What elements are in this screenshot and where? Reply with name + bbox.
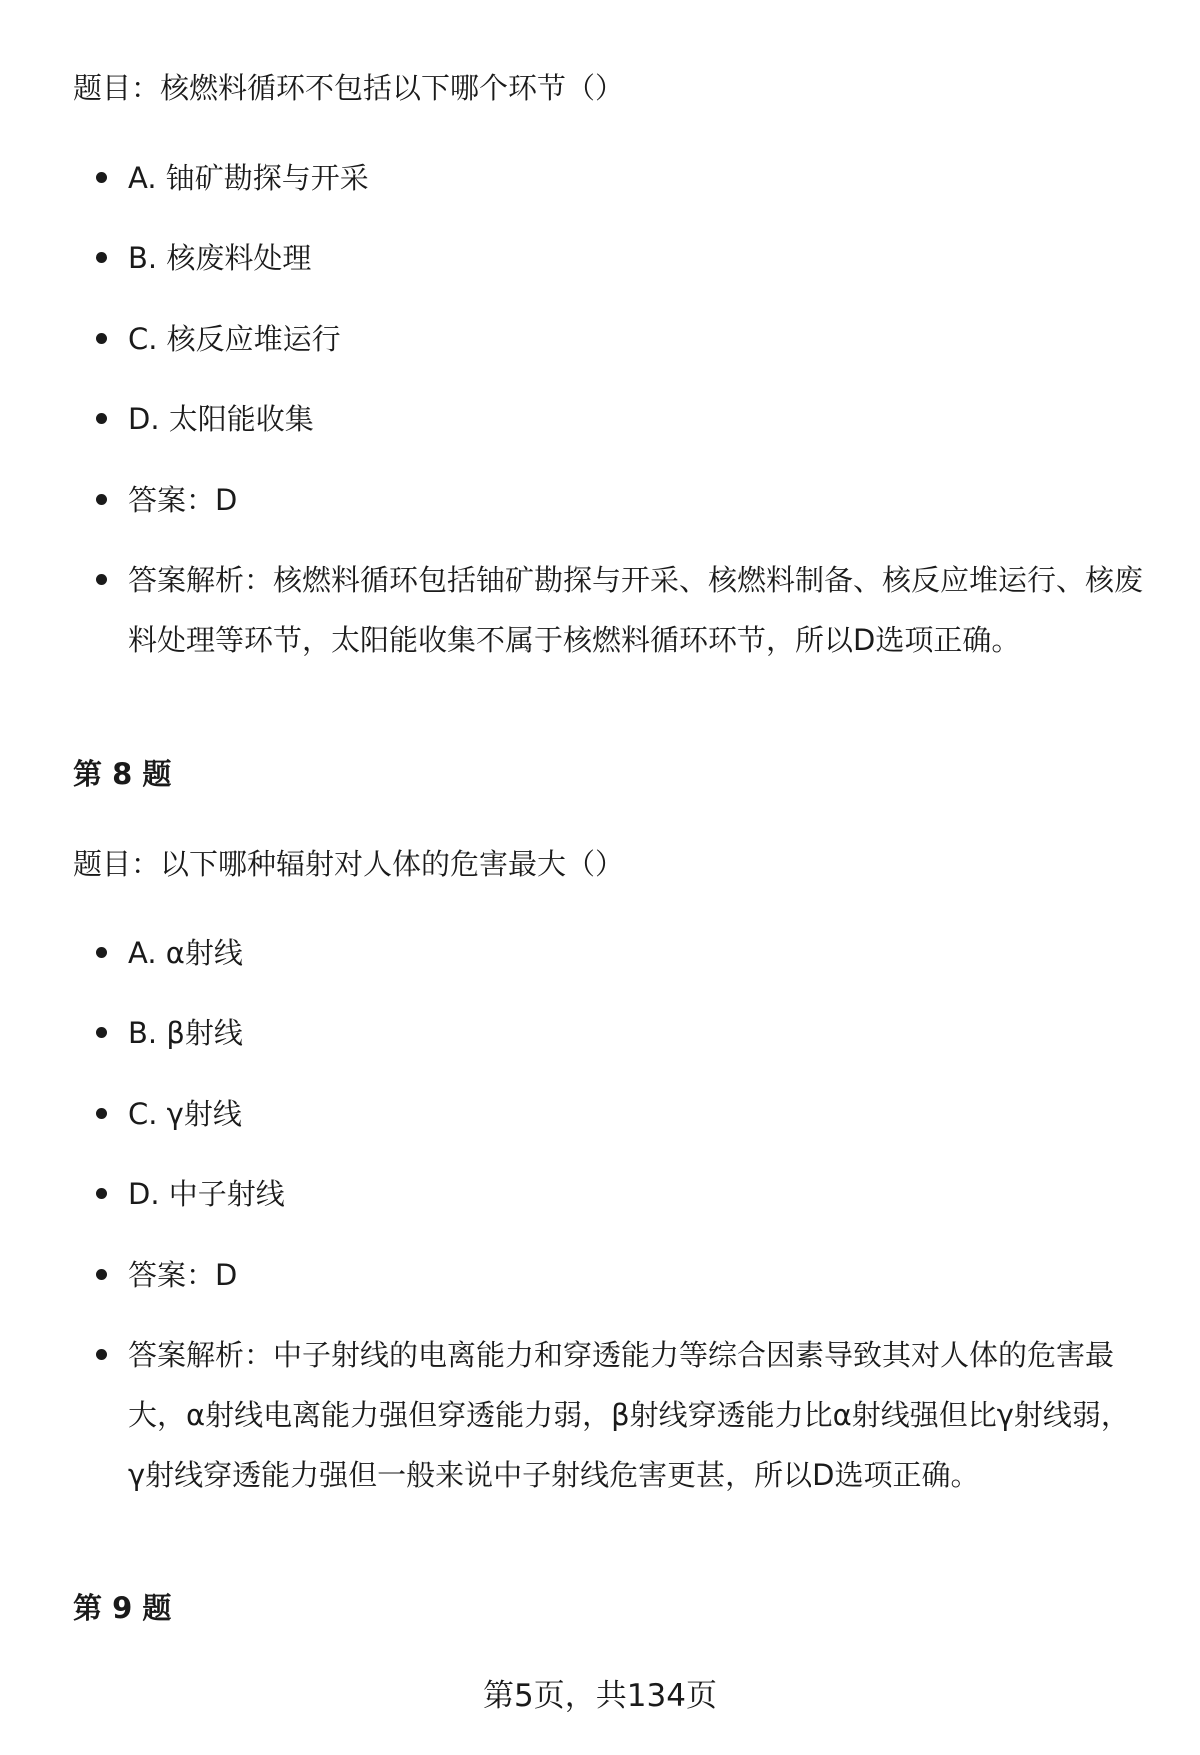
- bullet-icon: [96, 172, 107, 183]
- question-7-option-d: D. 太阳能收集: [96, 389, 1146, 449]
- bullet-icon: [96, 494, 107, 505]
- question-8-answer: 答案：D: [96, 1245, 1146, 1305]
- question-7-option-a: A. 铀矿勘探与开采: [96, 148, 1146, 208]
- bullet-icon: [96, 574, 107, 585]
- question-8-option-a: A. α射线: [96, 923, 1146, 983]
- question-8-option-c: C. γ射线: [96, 1084, 1146, 1144]
- bullet-icon: [96, 1108, 107, 1119]
- question-7-text: 题目：核燃料循环不包括以下哪个环节（）: [73, 71, 625, 105]
- question-8-text: 题目：以下哪种辐射对人体的危害最大（）: [73, 847, 625, 881]
- question-9-heading: 第 9 题: [73, 1591, 172, 1625]
- bullet-icon: [96, 1269, 107, 1280]
- question-7-option-b: B. 核废料处理: [96, 228, 1146, 288]
- page-number: 第5页，共134页: [483, 1678, 717, 1714]
- question-7-answer: 答案：D: [96, 470, 1146, 530]
- question-8-explanation: 答案解析：中子射线的电离能力和穿透能力等综合因素导致其对人体的危害最大，α射线电离能力强但穿透能力弱，β射线穿透能力比α射线强但比γ射线弱，γ射线穿透能力强但一般来说中子射线危害更甚，所以D选项正确。: [96, 1325, 1146, 1505]
- bullet-icon: [96, 947, 107, 958]
- question-7-explanation: 答案解析：核燃料循环包括铀矿勘探与开采、核燃料制备、核反应堆运行、核废料处理等环节，太阳能收集不属于核燃料循环环节，所以D选项正确。: [96, 550, 1146, 670]
- question-8-option-b: B. β射线: [96, 1003, 1146, 1063]
- question-8-heading: 第 8 题: [73, 757, 172, 791]
- bullet-icon: [96, 413, 107, 424]
- question-8-option-d: D. 中子射线: [96, 1164, 1146, 1224]
- bullet-icon: [96, 252, 107, 263]
- bullet-icon: [96, 1188, 107, 1199]
- question-7-option-c: C. 核反应堆运行: [96, 309, 1146, 369]
- bullet-icon: [96, 333, 107, 344]
- bullet-icon: [96, 1349, 107, 1360]
- bullet-icon: [96, 1027, 107, 1038]
